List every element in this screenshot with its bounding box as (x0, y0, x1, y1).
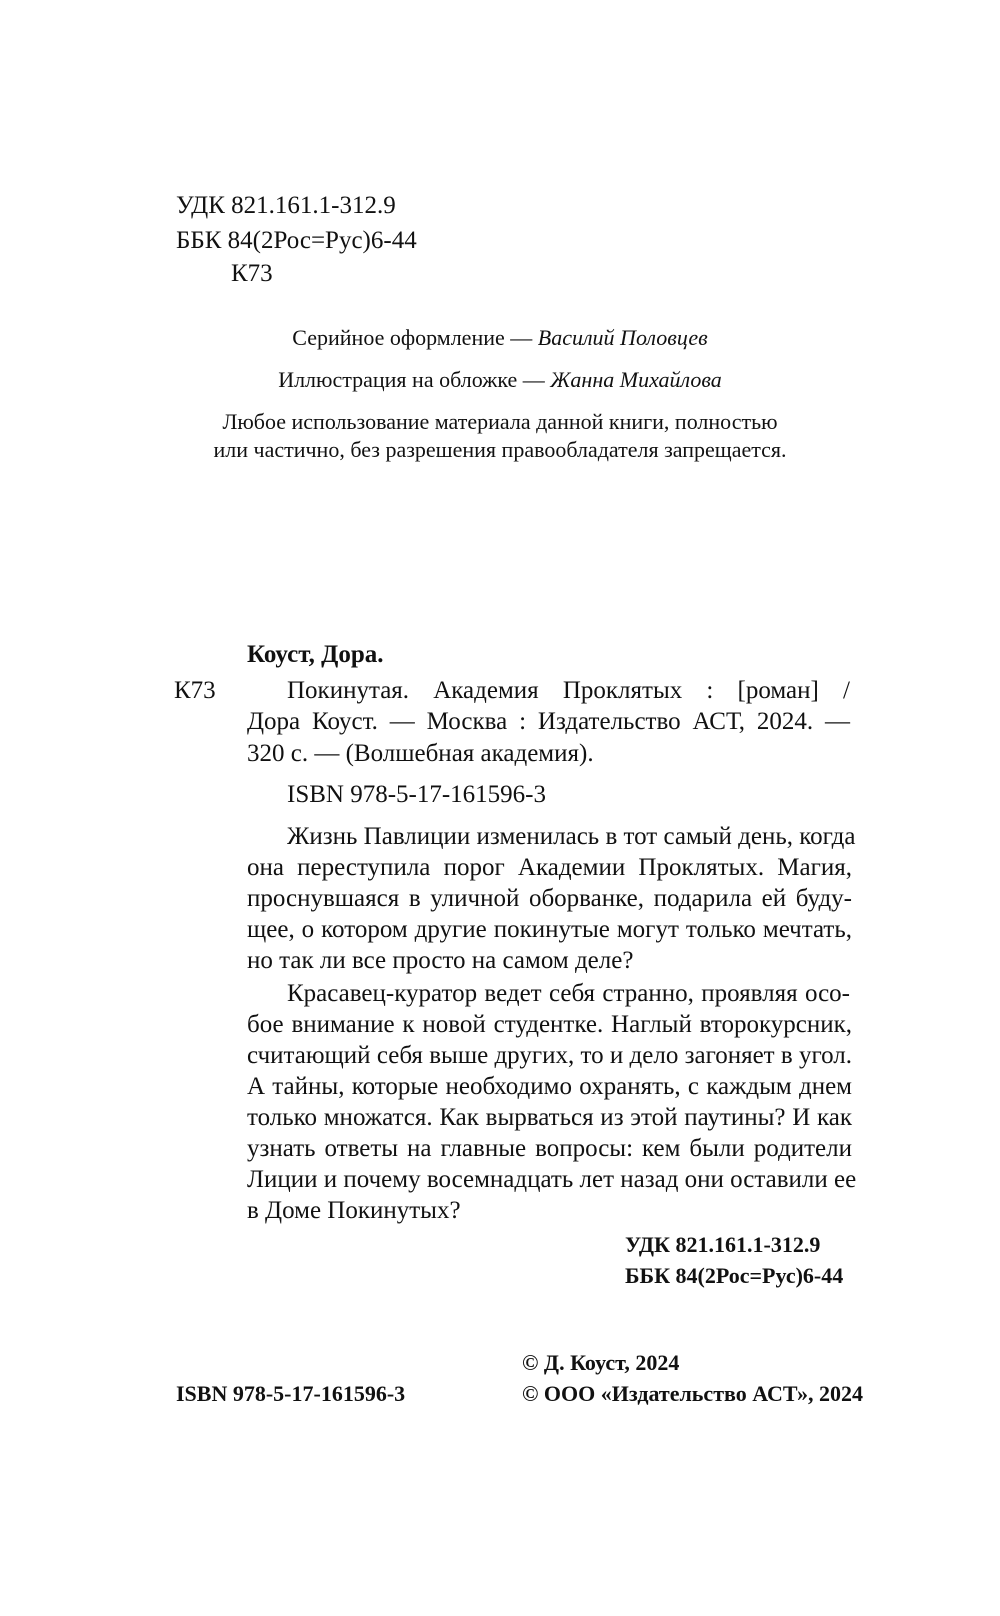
credit-series-design-label: Серийное оформление — (292, 325, 538, 350)
copyright-publisher: © ООО «Издательство АСТ», 2024 (522, 1381, 864, 1406)
annotation-line: Красавец-куратор ведет себя странно, проявляя осо- (287, 980, 850, 1007)
catalog-author-mark: К73 (174, 677, 216, 704)
copyright-author: © Д. Коуст, 2024 (522, 1350, 680, 1375)
annotation-line: но так ли все просто на самом деле? (247, 947, 634, 974)
catalog-description-line: Покинутая. Академия Проклятых : [роман] / (287, 677, 850, 704)
catalog-author-heading: Коуст, Дора. (247, 641, 384, 668)
copyright-notice-line: Любое использование материала данной книги, полностью (222, 409, 778, 434)
footer-isbn: ISBN 978-5-17-161596-3 (176, 1381, 406, 1406)
catalog-isbn: ISBN 978-5-17-161596-3 (287, 781, 547, 808)
copyright-notice-line: или частично, без разрешения правообладателя запрещается. (213, 437, 787, 462)
annotation-line: узнать ответы на главные вопросы: кем были родители (247, 1135, 852, 1162)
header-bbk: ББК 84(2Рос=Рус)6-44 (176, 227, 417, 254)
annotation-line: считающий себя выше других, то и дело загоняет в угол. (247, 1042, 852, 1069)
credit-series-design (0, 324, 1000, 352)
annotation-line: проснувшаяся в уличной оборванке, подарила ей буду- (247, 885, 852, 912)
annotation-line: Лиции и почему восемнадцать лет назад они оставили ее (247, 1166, 857, 1193)
credit-cover-illustration-name: Жанна Михайлова (550, 367, 722, 392)
classification-bbk: ББК 84(2Рос=Рус)6-44 (625, 1263, 844, 1288)
classification-udk: УДК 821.161.1-312.9 (625, 1232, 821, 1257)
annotation-line: А тайны, которые необходимо охранять, с каждым днем (247, 1073, 852, 1100)
credit-series-design-name: Василий Половцев (537, 325, 708, 350)
annotation-line: она переступила порог Академии Проклятых. Магия, (247, 854, 852, 881)
catalog-description-line: 320 с. — (Волшебная академия). (247, 740, 594, 767)
credit-cover-illustration-label: Иллюстрация на обложке — (278, 367, 551, 392)
credit-cover-illustration (0, 366, 1000, 394)
annotation-line: в Доме Покинутых? (247, 1197, 461, 1224)
header-udk: УДК 821.161.1-312.9 (176, 192, 396, 219)
catalog-description-line: Дора Коуст. — Москва : Издательство АСТ, 2024. — (247, 708, 850, 735)
annotation-line: Жизнь Павлиции изменилась в тот самый день, когда (287, 823, 856, 850)
header-author-mark: К73 (231, 260, 273, 287)
annotation-line: бое внимание к новой студентке. Наглый второкурсник, (247, 1011, 852, 1038)
annotation-line: щее, о котором другие покинутые могут только мечтать, (247, 916, 852, 943)
annotation-line: только множатся. Как вырваться из этой паутины? И как (247, 1104, 852, 1131)
